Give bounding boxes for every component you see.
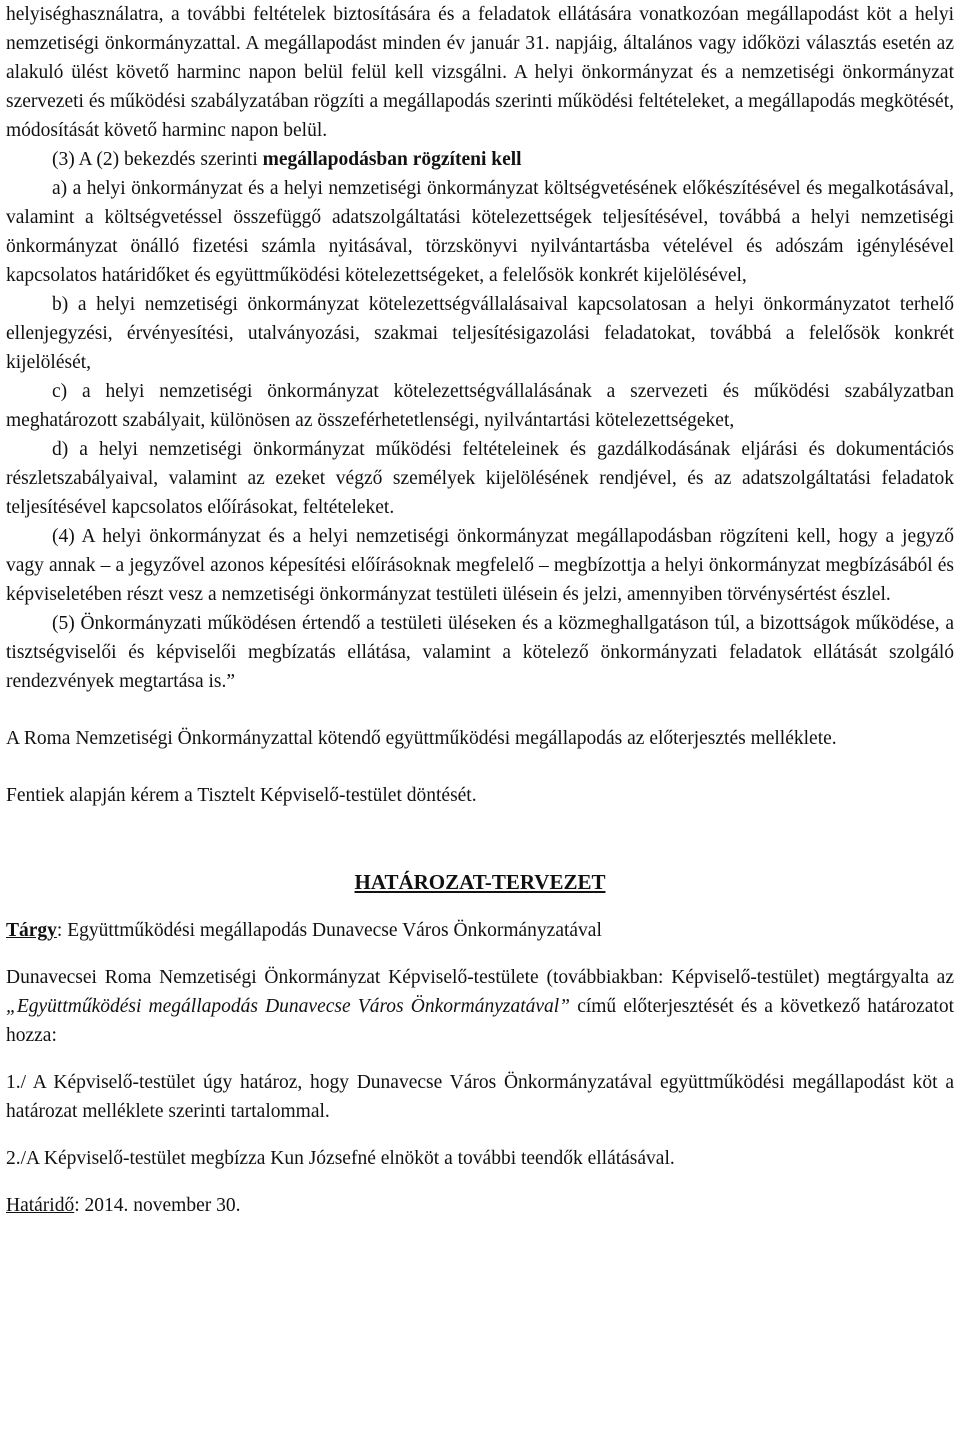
- deadline-value: : 2014. november 30.: [74, 1195, 241, 1216]
- section-3-item-c: c) a helyi nemzetiségi önkormányzat kötelezettségvállalásának a szervezeti és működési szabályzatban meghatározott szabályait, különösen az összeférhetetlenségi, nyilvántartási kötelezettségeket,: [6, 381, 954, 431]
- section-3-bold: megállapodásban rögzíteni kell: [262, 149, 522, 170]
- intro-paragraph: helyiséghasználatra, a további feltételek biztosítására és a feladatok ellátására vonatkozóan megállapodást köt a helyi nemzetiségi önkormányzattal. A megállapodást minden év január 31. napjáig, általános vagy időközi választás esetén az alakuló ülést követő harminc napon belül felül kell vizsgálni. A helyi önkormányzat és a nemzetiségi önkormányzat szervezeti és működési szabályzatában rögzíti a megállapodás szerinti működési feltételeket, a megállapodás megkötését, módosítását követő harminc napon belül.: [6, 4, 954, 141]
- subject-label: Tárgy: [6, 920, 57, 941]
- proposal-title: „Együttműködési megállapodás Dunavecse Város Önkormányzatával”: [6, 996, 571, 1017]
- section-3-item-b: b) a helyi nemzetiségi önkormányzat kötelezettségvállalásaival kapcsolatosan a helyi önkormányzatot terhelő ellenjegyzési, érvényesítési, utalványozási, szakmai teljesítésigazolási feladatokat, továbbá a felelősök konkrét kijelölését,: [6, 294, 954, 373]
- resolution-deadline: [6, 1191, 954, 1220]
- subject-text: : Együttműködési megállapodás Dunavecse Város Önkormányzatával: [56, 920, 602, 941]
- resolution-title: HATÁROZAT-TERVEZET: [354, 870, 606, 894]
- section-3-heading: [6, 145, 954, 174]
- resolution-item-2: 2./A Képviselő-testület megbízza Kun Józsefné elnököt a további teendők ellátásával.: [6, 1148, 675, 1169]
- decision-request: Fentiek alapján kérem a Tisztelt Képviselő-testület döntését.: [6, 785, 477, 806]
- deadline-label: Határidő: [6, 1195, 75, 1216]
- resolution-item-1: 1./ A Képviselő-testület úgy határoz, hogy Dunavecse Város Önkormányzatával együttműködési megállapodást köt a határozat melléklete szerinti tartalommal.: [6, 1072, 954, 1122]
- section-3-item-a: a) a helyi önkormányzat és a helyi nemzetiségi önkormányzat költségvetésének előkészítésével és megalkotásával, valamint a költségvetéssel összefüggő adatszolgáltatási kötelezettségek teljesítésével, továbbá a helyi nemzetiségi önkormányzat önálló fizetési számla nyitásával, törzskönyvi nyilvántartásba vételével és adószám igénylésével kapcsolatos határidőket és együttműködési kötelezettségeket, a felelősök konkrét kijelölésével,: [6, 178, 954, 286]
- section-5-paragraph: (5) Önkormányzati működésen értendő a testületi üléseken és a közmeghallgatáson túl, a bizottságok működése, a tisztségviselői és képviselői megbízatás ellátása, valamint a kötelező önkormányzati feladatok ellátását szolgáló rendezvények megtartása is.”: [6, 613, 954, 692]
- resolution-body: Dunavecsei Roma Nemzetiségi Önkormányzat Képviselő-testülete (továbbiakban: Képviselő-testület) megtárgyalta az „Együttműködési megállapodás Dunavecse Város Önkormányzatával” című előterjesztését és a következő határozatot hozza:: [6, 967, 954, 1046]
- annex-note: A Roma Nemzetiségi Önkormányzattal kötendő együttműködési megállapodás az előterjesztés melléklete.: [6, 728, 837, 749]
- section-3-item-d: d) a helyi nemzetiségi önkormányzat működési feltételeinek és gazdálkodásának eljárási és dokumentációs részletszabályaival, valamint az ezeket végző személyek kijelölésének rendjével, és az adatszolgáltatási feladatok teljesítésével kapcsolatos előírásokat, feltételeket.: [6, 439, 954, 518]
- resolution-subject: [6, 916, 954, 945]
- section-3-lead: (3) A (2) bekezdés szerinti: [52, 149, 263, 170]
- section-4-paragraph: (4) A helyi önkormányzat és a helyi nemzetiségi önkormányzat megállapodásban rögzíteni kell, hogy a jegyző vagy annak – a jegyzővel azonos képesítési előírásoknak megfelelő – megbízottja a helyi önkormányzat megbízásából és képviseletében részt vesz a nemzetiségi önkormányzat testületi ülésein és jelzi, amennyiben törvénysértést észlel.: [6, 526, 954, 605]
